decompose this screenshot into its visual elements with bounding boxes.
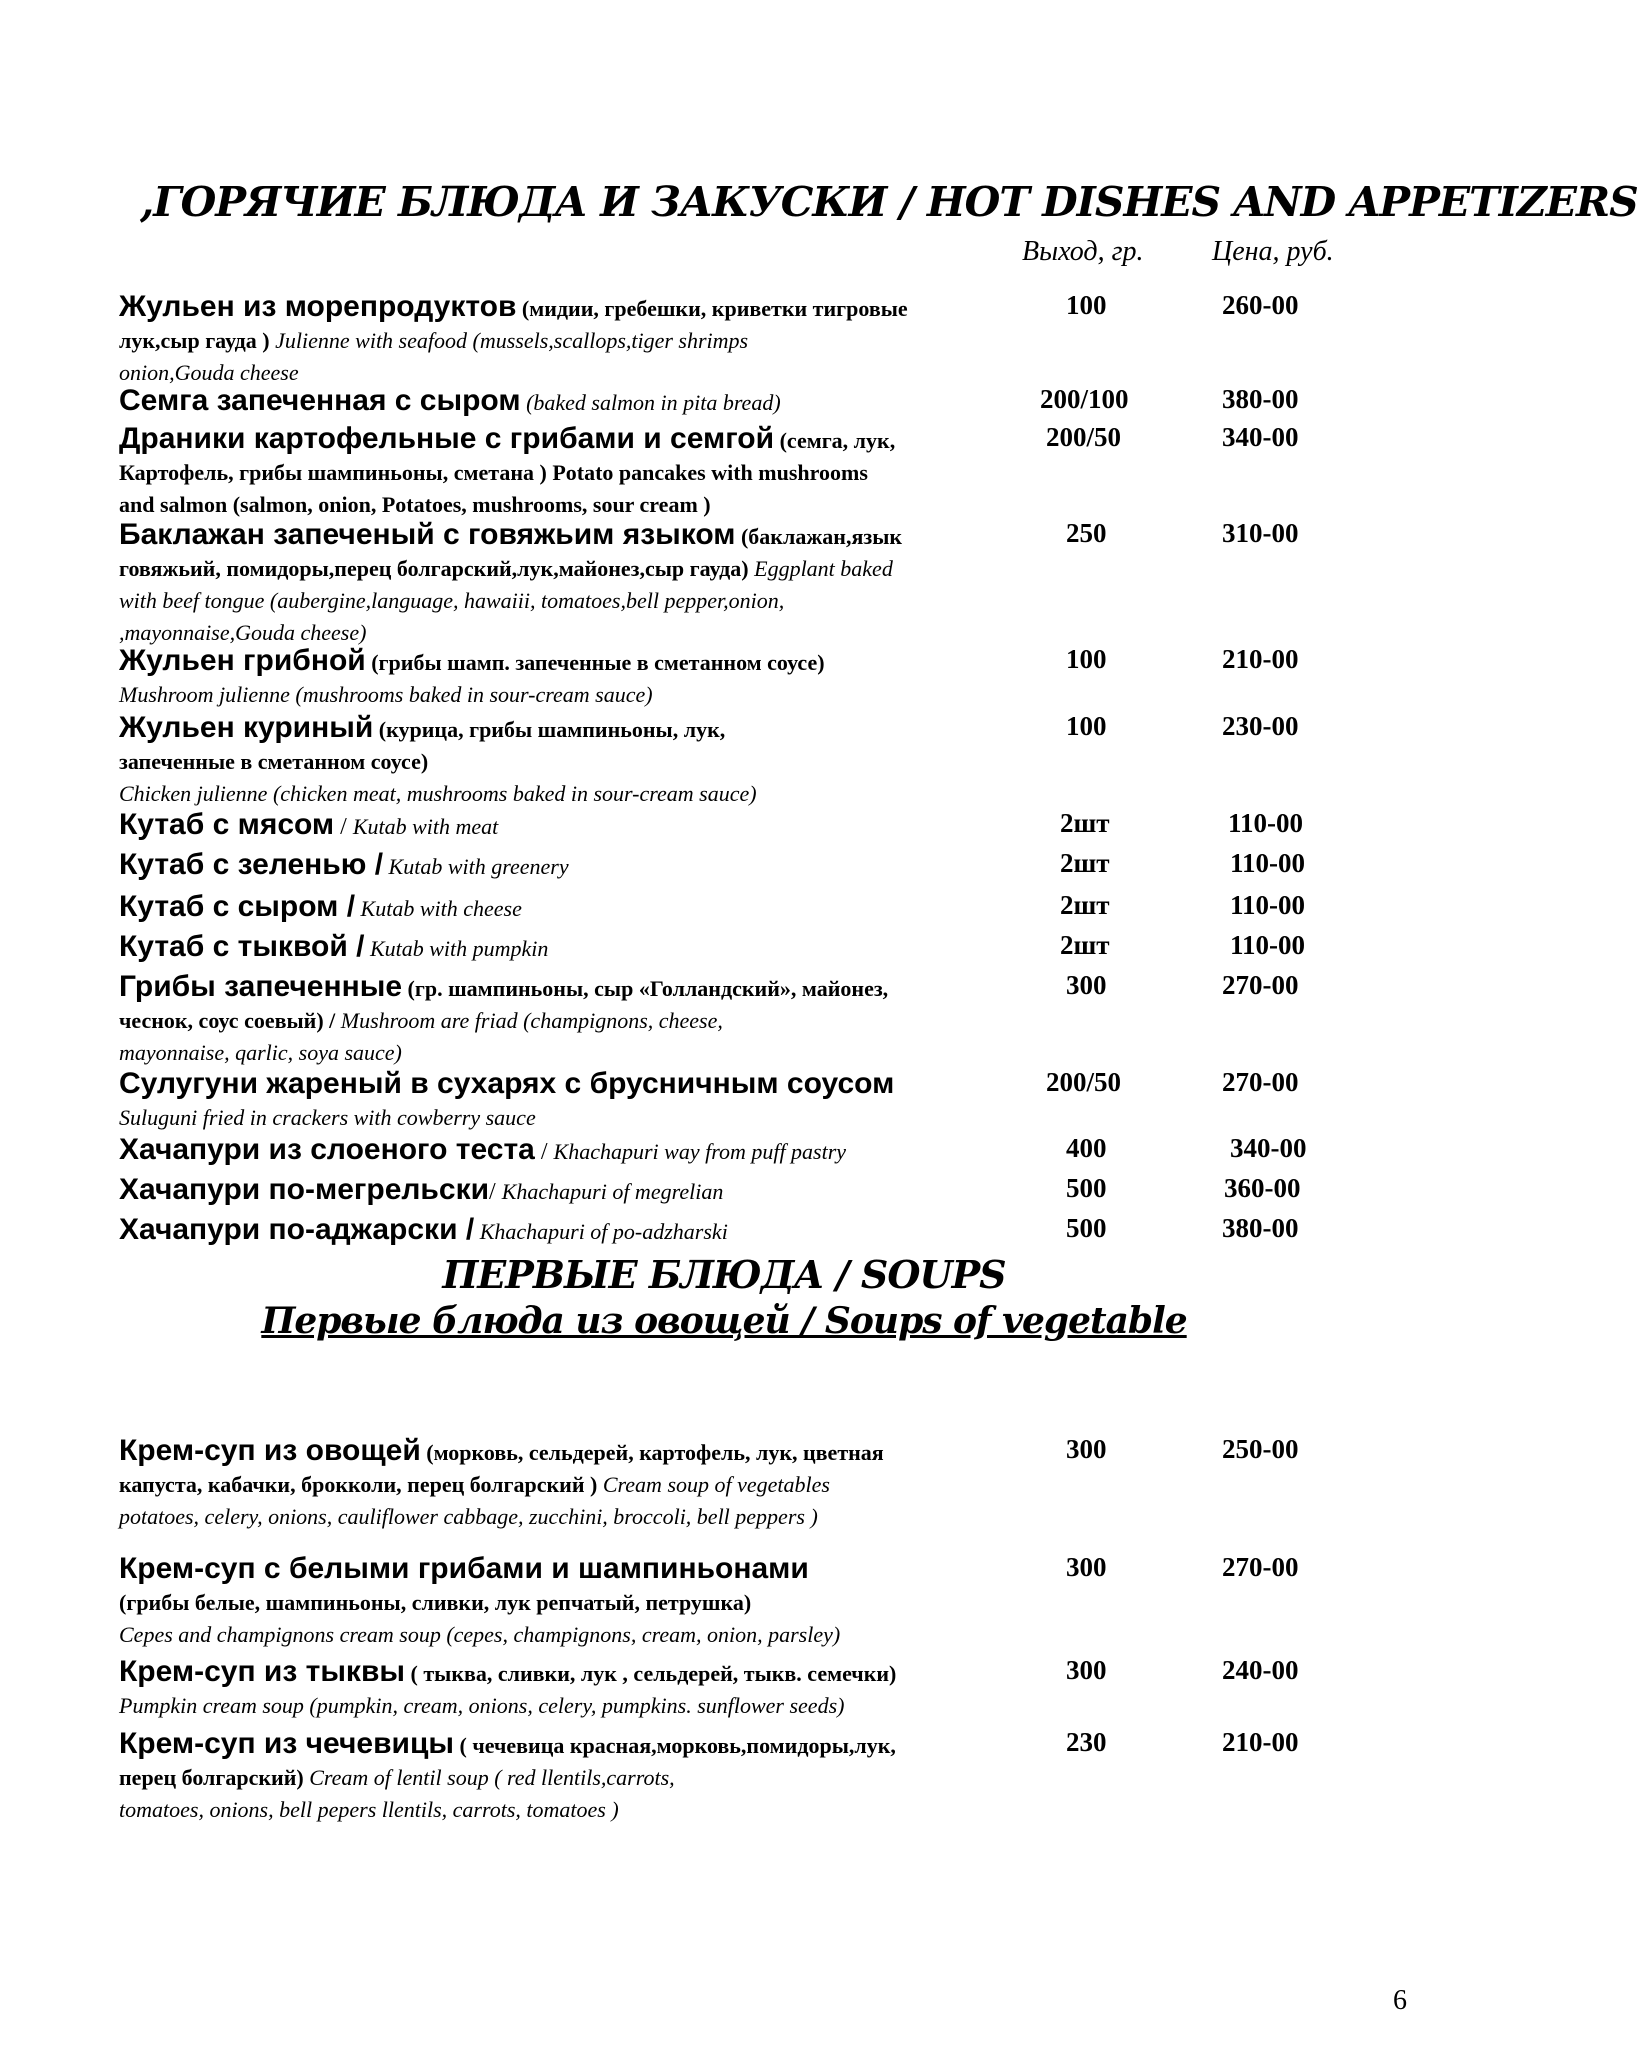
item-weight: 100	[1066, 711, 1107, 741]
item-desc-en: with beef tongue (aubergine,language, hawaiii, tomatoes,bell pepper,onion,	[119, 588, 785, 613]
item-weight: 230	[1066, 1727, 1107, 1757]
item-name: Крем-суп из овощей	[119, 1434, 421, 1467]
item-name: Крем-суп с белыми грибами и шампиньонами	[119, 1552, 809, 1585]
item-name: Сулугуни жареный в сухарях с брусничным соусом	[119, 1067, 895, 1100]
item-desc-en: potatoes, celery, onions, cauliflower cabbage, zucchini, broccoli, bell peppers )	[119, 1504, 818, 1529]
item-desc: (грибы белые, шампиньоны, сливки, лук репчатый, петрушка)	[119, 1590, 752, 1615]
item-desc-en: Kutab with meat	[352, 814, 499, 839]
item-name: Семга запеченная с сыром	[119, 384, 521, 417]
item-price: 270-00	[1222, 1552, 1299, 1582]
item-desc: ( тыква, сливки, лук , сельдерей, тыкв. семечки)	[405, 1661, 897, 1686]
item-weight: 300	[1066, 1434, 1107, 1464]
item-price: 210-00	[1222, 1727, 1299, 1757]
item-desc: (семга, лук,	[774, 428, 896, 453]
item-price: 110-00	[1230, 890, 1306, 920]
item-desc: запеченные в сметанном соусе)	[119, 749, 429, 774]
item-name: Жульен грибной	[119, 644, 366, 677]
item-weight: 100	[1066, 644, 1107, 674]
item-weight: 2шт	[1060, 890, 1110, 920]
item-price: 270-00	[1222, 1067, 1299, 1097]
item-name: Крем-суп из тыквы	[119, 1655, 406, 1688]
item-price: 250-00	[1222, 1434, 1299, 1464]
section-subtitle-vegetable-soups: Первые блюда из овощей / Soups of vegetable	[261, 1300, 1187, 1342]
menu-item	[119, 932, 1019, 966]
item-desc: лук,сыр гауда )	[119, 328, 270, 353]
item-weight: 2шт	[1060, 808, 1110, 838]
item-desc-en: Suluguni fried in crackers with cowberry sauce	[119, 1105, 536, 1130]
item-desc-en: Julienne with seafood (mussels,scallops,tiger shrimps	[269, 328, 749, 353]
menu-item	[119, 810, 1019, 844]
item-desc-en: Cream of lentil soup ( red llentils,carrots,	[303, 1765, 675, 1790]
item-desc: чеснок, соус соевый) /	[119, 1008, 336, 1033]
item-name: Кутаб с тыквой /	[119, 930, 365, 963]
item-name: Хачапури из слоеного теста	[119, 1133, 535, 1166]
item-desc: капуста, кабачки, брокколи, перец болгарский )	[119, 1472, 598, 1497]
item-desc-en: onion,Gouda cheese	[119, 360, 299, 385]
item-desc: and salmon (salmon, onion, Potatoes, mushrooms, sour cream )	[119, 492, 711, 517]
menu-item	[119, 292, 1019, 390]
item-name: Кутаб с зеленью /	[119, 848, 384, 881]
item-price: 380-00	[1222, 384, 1299, 414]
menu-item	[119, 1069, 1019, 1135]
menu-item	[119, 713, 1019, 811]
item-weight: 250	[1066, 518, 1107, 548]
item-price: 110-00	[1230, 848, 1306, 878]
item-weight: 200/50	[1046, 1067, 1122, 1097]
item-desc-en: mayonnaise, qarlic, soya sauce)	[119, 1040, 402, 1065]
menu-item	[119, 386, 1019, 420]
item-desc: говяжьий, помидоры,перец болгарский,лук,майонез,сыр гауда)	[119, 556, 749, 581]
item-separator: /	[489, 1179, 502, 1205]
item-separator: /	[334, 814, 353, 840]
item-weight: 2шт	[1060, 848, 1110, 878]
item-weight: 200/100	[1040, 384, 1129, 414]
item-desc-en: Khachapuri of po-adzharski	[474, 1219, 728, 1244]
item-name: Жульен из морепродуктов	[119, 290, 517, 323]
item-desc: (гр. шампиньоны, сыр «Голландский», майонез,	[402, 976, 889, 1001]
item-name: Кутаб с мясом	[119, 808, 335, 841]
item-desc-en: tomatoes, onions, bell pepers llentils, carrots, tomatoes )	[119, 1797, 619, 1822]
menu-item	[119, 1554, 1019, 1652]
column-header-weight: Выход, гр.	[1022, 236, 1144, 267]
item-weight: 200/50	[1046, 422, 1122, 452]
item-price: 230-00	[1222, 711, 1299, 741]
item-name: Крем-суп из чечевицы	[119, 1727, 455, 1760]
item-price: 110-00	[1228, 808, 1304, 838]
item-desc-en: (baked salmon in pita bread)	[520, 390, 781, 415]
item-price: 210-00	[1222, 644, 1299, 674]
item-desc-en: Khachapuri of megrelian	[501, 1179, 724, 1204]
item-desc-en: Chicken julienne (chicken meat, mushrooms baked in sour-cream sauce)	[119, 781, 757, 806]
item-desc: Картофель, грибы шампиньоны, сметана ) Potato pancakes with mushrooms	[119, 460, 868, 485]
menu-item	[119, 646, 1019, 712]
item-desc: ( чечевица красная,морковь,помидоры,лук,	[454, 1733, 896, 1758]
item-desc-en: Kutab with pumpkin	[364, 936, 549, 961]
item-desc: (баклажан,язык	[735, 524, 903, 549]
item-name: Хачапури по-аджарски /	[119, 1213, 475, 1246]
item-name: Драники картофельные с грибами и семгой	[119, 422, 775, 455]
item-name: Хачапури по-мегрельски	[119, 1173, 490, 1206]
item-weight: 300	[1066, 1655, 1107, 1685]
item-desc-en: Mushroom are friad (champignons, cheese,	[335, 1008, 723, 1033]
item-desc-en: Eggplant baked	[748, 556, 893, 581]
item-weight: 2шт	[1060, 930, 1110, 960]
item-desc-en: Kutab with cheese	[355, 896, 522, 921]
menu-item	[119, 424, 1019, 522]
item-desc: (морковь, сельдерей, картофель, лук, цветная	[420, 1440, 884, 1465]
item-name: Грибы запеченные	[119, 970, 403, 1003]
item-price: 110-00	[1230, 930, 1306, 960]
item-weight: 100	[1066, 290, 1107, 320]
item-price: 240-00	[1222, 1655, 1299, 1685]
item-price: 340-00	[1230, 1133, 1307, 1163]
item-desc: перец болгарский)	[119, 1765, 304, 1790]
item-weight: 400	[1066, 1133, 1107, 1163]
item-desc: (мидии, гребешки, криветки тигровые	[516, 296, 908, 321]
menu-item	[119, 1175, 1019, 1209]
item-name: Баклажан запеченый с говяжьим языком	[119, 518, 736, 551]
item-price: 260-00	[1222, 290, 1299, 320]
item-weight: 300	[1066, 1552, 1107, 1582]
item-price: 380-00	[1222, 1213, 1299, 1243]
item-price: 340-00	[1222, 422, 1299, 452]
item-desc: (курица, грибы шампиньоны, лук,	[373, 717, 726, 742]
menu-item	[119, 1135, 1019, 1169]
item-separator: /	[534, 1139, 554, 1165]
item-price: 310-00	[1222, 518, 1299, 548]
column-header-price: Цена, руб.	[1212, 236, 1334, 267]
menu-item	[119, 520, 1019, 650]
item-weight: 300	[1066, 970, 1107, 1000]
section-title-soups: ПЕРВЫЕ БЛЮДА / SOUPS	[442, 1252, 1006, 1297]
item-desc: (грибы шамп. запеченные в сметанном соусе)	[365, 650, 825, 675]
item-name: Жульен куриный	[119, 711, 374, 744]
item-weight: 500	[1066, 1173, 1107, 1203]
menu-item	[119, 850, 1019, 884]
menu-item	[119, 1436, 1019, 1534]
menu-item	[119, 1729, 1019, 1827]
item-desc-en: ,mayonnaise,Gouda cheese)	[119, 620, 367, 645]
item-desc-en: Mushroom julienne (mushrooms baked in sour-cream sauce)	[119, 682, 653, 707]
menu-item	[119, 1657, 1019, 1723]
menu-item	[119, 1215, 1019, 1249]
item-name: Кутаб с сыром /	[119, 890, 356, 923]
item-desc-en: Khachapuri way from puff pastry	[553, 1139, 847, 1164]
item-price: 360-00	[1224, 1173, 1301, 1203]
section-title-hot-dishes: ,ГОРЯЧИЕ БЛЮДА И ЗАКУСКИ / HOT DISHES AND APPETIZERS	[140, 178, 1638, 226]
item-desc-en: Kutab with greenery	[383, 854, 569, 879]
menu-item	[119, 892, 1019, 926]
item-price: 270-00	[1222, 970, 1299, 1000]
page-number: 6	[1393, 1985, 1407, 2016]
item-desc-en: Cream soup of vegetables	[597, 1472, 830, 1497]
item-weight: 500	[1066, 1213, 1107, 1243]
menu-item	[119, 972, 1019, 1070]
item-desc-en: Pumpkin cream soup (pumpkin, cream, onions, celery, pumpkins. sunflower seeds)	[119, 1693, 845, 1718]
item-desc-en: Cepes and champignons cream soup (cepes, champignons, cream, onion, parsley)	[119, 1622, 841, 1647]
